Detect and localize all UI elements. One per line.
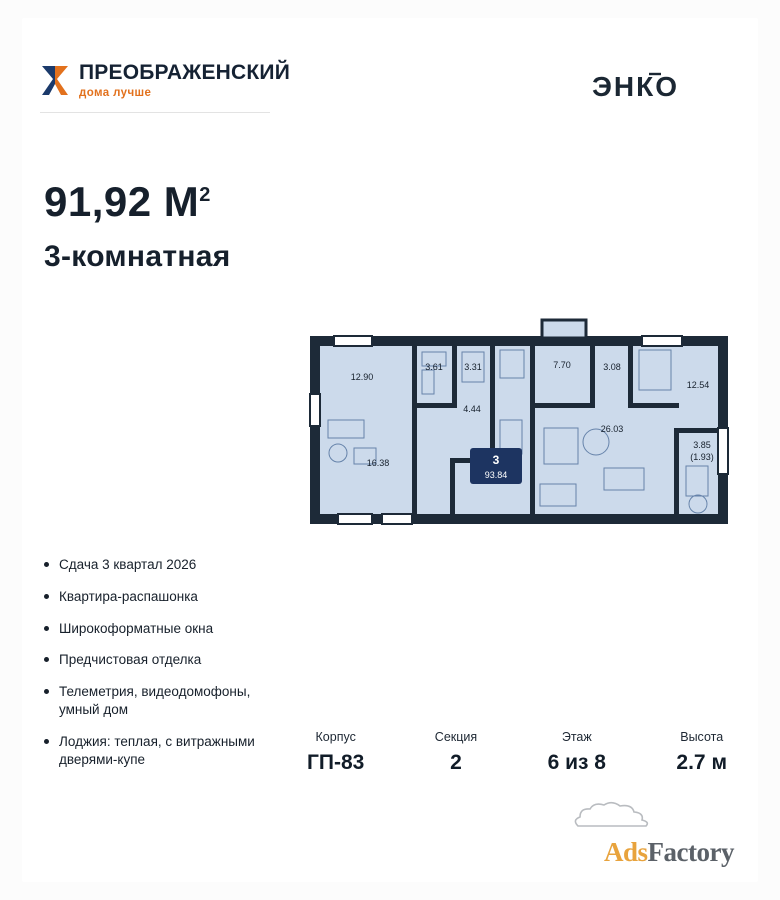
brand-title: ПРЕОБРАЖЕНСКИЙ [79,61,290,84]
spec-section [435,730,477,775]
status-badge [470,448,522,484]
list-item [44,556,276,574]
spec-label: Секция [434,730,478,744]
bullet-icon [44,562,49,567]
room-area: 7.70 [553,360,571,370]
spec-value: 2.7 м [676,751,727,774]
watermark-factory: Factory [647,837,734,867]
bullet-icon [44,626,49,631]
list-item [44,733,276,769]
cloud-icon [570,800,658,834]
list-item [44,651,276,669]
bullet-icon [44,739,49,744]
room-area: 3.85 [693,440,711,450]
bullet-icon [44,657,49,662]
bullet-icon [44,594,49,599]
list-item [44,683,276,719]
room-area: 3.31 [464,362,482,372]
features-list [44,556,276,783]
floorplan [294,308,744,548]
spec-korpus [307,730,364,775]
room-area: 16.38 [366,458,390,468]
enko-wordmark-icon [592,70,718,104]
room-area: (1.93) [690,452,714,462]
brand-divider [40,112,270,113]
feature-text: Лоджия: теплая, с витражными дверями-купе [59,733,255,767]
rooms-subtitle: 3-комнатная [44,240,231,273]
feature-text: Широкоформатные окна [59,620,214,636]
room-area: 3.08 [603,362,621,372]
feature-text: Квартира-распашонка [59,588,198,604]
brand-tagline: дома лучше [79,87,152,99]
feature-text: Предчистовая отделка [59,652,202,668]
badge-area: 93.84 [484,470,508,480]
page-title [44,178,211,226]
list-item [44,588,276,606]
specs-row [307,730,727,775]
feature-text: Телеметрия, видеодомофоны, умный дом [59,684,251,718]
spec-value: 6 из 8 [547,751,606,774]
room-area: 12.90 [350,372,374,382]
list-item [44,620,276,638]
spec-value: ГП-83 [307,751,365,774]
room-area: 26.03 [600,424,624,434]
watermark [604,837,734,868]
poster-sheet [22,18,758,882]
spec-value: 2 [450,751,462,774]
feature-text: Сдача 3 квартал 2026 [59,557,197,572]
spec-label: Корпус [315,730,356,744]
svg-text:ЭНКО: ЭНКО [592,71,680,102]
spec-label: Этаж [561,730,592,744]
room-area: 12.54 [686,380,710,390]
spec-label: Высота [680,730,724,744]
area-unit: 2 [199,184,211,206]
watermark-ads: Ads [604,837,648,867]
room-area: 3.61 [425,362,443,372]
badge-rooms: 3 [492,453,500,467]
spec-floor [548,730,606,775]
room-area: 4.44 [463,404,481,414]
spec-height [676,730,727,775]
brand-block [40,62,290,100]
butterfly-x-icon [40,64,70,98]
area-value: 91,92 М [44,178,200,225]
bullet-icon [44,689,49,694]
